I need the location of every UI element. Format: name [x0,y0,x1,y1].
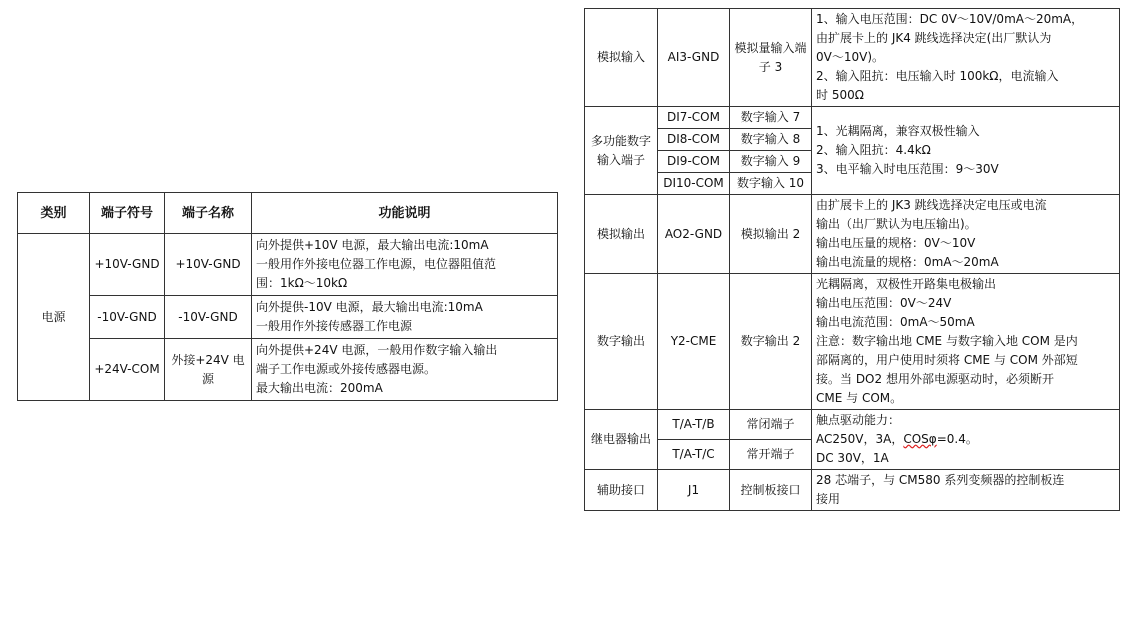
symbol-cell: AI3-GND [658,9,730,107]
desc-line: 注意：数字输出地 CME 与数字输入地 COM 是内 [816,334,1078,348]
desc-line: 28 芯端子，与 CM580 系列变频器的控制板连 [816,473,1065,487]
desc-line: 输出（出厂默认为电压输出)。 [816,217,977,231]
desc-line: 光耦隔离，双极性开路集电极输出 [816,277,997,291]
table-row [585,9,1120,107]
desc-fragment: AC250V，3A， [816,432,904,446]
symbol-cell: AO2-GND [658,195,730,274]
desc-line: 时 500Ω [816,88,864,102]
symbol-cell: T/A-T/B [658,410,730,440]
desc-line: 一般用作外接电位器工作电源，电位器阻值范 [256,257,497,271]
table-row [585,195,1120,274]
description-cell [812,274,1120,410]
desc-line: 输出电流范围：0mA～50mA [816,315,975,329]
desc-line: 2、输入阻抗：4.4kΩ [816,143,931,157]
name-cell: 数字输入 8 [730,129,812,151]
symbol-cell: DI8-COM [658,129,730,151]
table-row [585,274,1120,410]
name-cell: 模拟量输入端子 3 [730,9,812,107]
symbol-cell: Y2-CME [658,274,730,410]
name-cell: 数字输入 10 [730,173,812,195]
symbol-cell: DI7-COM [658,107,730,129]
table-row [585,410,1120,440]
desc-fragment: =0.4。 [936,432,978,446]
desc-line: DC 30V，1A [816,451,889,465]
table-header-row [18,193,558,234]
desc-line: 触点驱动能力： [816,413,901,427]
desc-line: 向外提供+10V 电源，最大输出电流:10mA [256,238,489,252]
description-cell [812,195,1120,274]
name-cell: +10V-GND [165,234,252,296]
symbol-cell: +24V-COM [90,339,165,401]
category-cell: 模拟输出 [585,195,658,274]
desc-line: 围：1kΩ～10kΩ [256,276,348,290]
table-row [18,339,558,401]
category-cell: 辅助接口 [585,470,658,511]
category-cell: 模拟输入 [585,9,658,107]
name-cell: 模拟输出 2 [730,195,812,274]
desc-line: 0V～10V)。 [816,50,885,64]
name-cell: 控制板接口 [730,470,812,511]
desc-line: 端子工作电源或外接传感器电源。 [256,362,437,376]
description-cell [812,410,1120,470]
symbol-cell: DI9-COM [658,151,730,173]
name-cell: 数字输入 9 [730,151,812,173]
description-cell [812,107,1120,195]
symbol-cell: T/A-T/C [658,440,730,470]
table-row [585,470,1120,511]
desc-line: 输出电压范围：0V～24V [816,296,952,310]
category-cell: 数字输出 [585,274,658,410]
desc-line: CME 与 COM。 [816,391,903,405]
symbol-cell: +10V-GND [90,234,165,296]
symbol-cell: J1 [658,470,730,511]
desc-line: 输出电压量的规格：0V～10V [816,236,976,250]
description-cell [252,296,558,339]
desc-line: 一般用作外接传感器工作电源 [256,319,413,333]
desc-line: 接。当 DO2 想用外部电源驱动时，必须断开 [816,372,1054,386]
description-cell [252,234,558,296]
description-cell [812,9,1120,107]
desc-line: 向外提供-10V 电源，最大输出电流:10mA [256,300,483,314]
desc-line [816,430,1115,449]
description-cell [812,470,1120,511]
table-row [18,234,558,296]
power-terminal-table [17,192,558,401]
desc-line: 最大输出电流：200mA [256,381,383,395]
category-cell: 继电器输出 [585,410,658,470]
header-name: 端子名称 [165,193,252,234]
name-cell: -10V-GND [165,296,252,339]
name-cell: 外接+24V 电源 [165,339,252,401]
name-cell: 数字输出 2 [730,274,812,410]
header-category: 类别 [18,193,90,234]
desc-line: 3、电平输入时电压范围：9～30V [816,162,999,176]
desc-line: 部隔离的，用户使用时须将 CME 与 COM 外部短 [816,353,1078,367]
desc-line: 1、输入电压范围：DC 0V～10V/0mA～20mA， [816,12,1084,26]
table-row [585,107,1120,129]
category-cell: 多功能数字输入端子 [585,107,658,195]
header-function: 功能说明 [252,193,558,234]
header-symbol: 端子符号 [90,193,165,234]
desc-line: 1、光耦隔离，兼容双极性输入 [816,124,980,138]
desc-line: 输出电流量的规格：0mA～20mA [816,255,999,269]
desc-line: 2、输入阻抗：电压输入时 100kΩ，电流输入 [816,69,1059,83]
desc-line: 由扩展卡上的 JK4 跳线选择决定(出厂默认为 [816,31,1052,45]
desc-line: 由扩展卡上的 JK3 跳线选择决定电压或电流 [816,198,1047,212]
symbol-cell: DI10-COM [658,173,730,195]
expansion-terminal-table [584,8,1120,511]
desc-fragment: COSφ [903,432,937,446]
symbol-cell: -10V-GND [90,296,165,339]
name-cell: 常开端子 [730,440,812,470]
name-cell: 数字输入 7 [730,107,812,129]
desc-line: 接用 [816,492,841,506]
table-row [18,296,558,339]
description-cell [252,339,558,401]
category-cell: 电源 [18,234,90,401]
desc-line: 向外提供+24V 电源，一般用作数字输入输出 [256,343,498,357]
name-cell: 常闭端子 [730,410,812,440]
